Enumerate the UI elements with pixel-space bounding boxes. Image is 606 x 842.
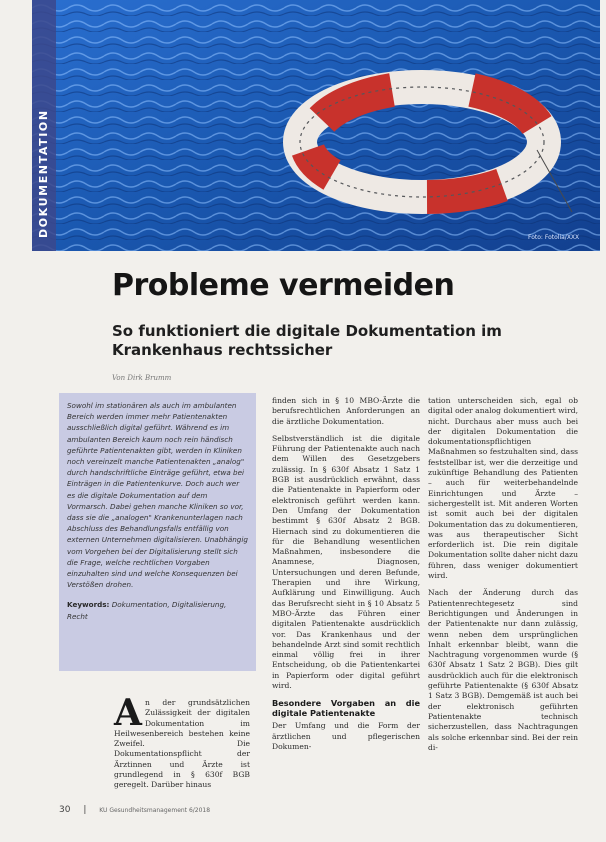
column-3 [428, 396, 578, 760]
article-title: Probleme vermeiden [112, 268, 455, 303]
photo-credit: Foto: Fotolia/XXX [528, 234, 580, 241]
column-3-paragraph-2: Nach der Änderung durch das Patientenrechtegesetz sind Berichtigungen und Änderungen in der Patientenakte nur dann zulässig, wenn neben dem ursprünglichen Inhalt erkennbar bleibt, wann die Nachtragung vorgenommen wurde (§ 630f Absatz 1 Satz 2 BGB). Dies gilt ausdrücklich auch für die elektronisch geführte Patientenakte (§ 630f Absatz 1 Satz 3 BGB). Demgemäß ist auch bei der elektronisch geführten Patientenakte technisch sicherzustellen, dass Nachtragungen als solche erkennbar sind. Bei der rein di- [428, 588, 578, 752]
keywords-value: Dokumentation, Digitalisierung, Recht [67, 600, 227, 621]
column-3-paragraph-1: tation unterscheiden sich, egal ob digital oder analog dokumentiert wird, nicht. Durchaus aber muss auch bei der digitalen Dokumentation die dokumentationspflichtigen Maßnahmen so festzuhalten sind, dass feststellbar ist, wer die derzeitige und zukünftige Behandlung des Patienten – auch für weiterbehandelnde Einrichtungen und Ärzte – sichergestellt ist. Mit anderen Worten ist somit auch bei der digitalen Dokumentation das zu dokumentieren, was aus therapeutischer Sicht erforderlich ist. Die rein digitale Dokumentation sollte daher nicht dazu führen, dass weniger dokumentiert wird. [428, 396, 578, 581]
abstract-text: Sowohl im stationären als auch im ambulanten Bereich werden immer mehr Patientenakten ausschließlich digital geführt. Während es im ambulanten Bereich kaum noch rein händisch geführte Patientenakten gibt, werden in Kliniken noch vereinzelt manche Patientenakten „analog" durch handschriftliche Einträge geführt, etwa bei Einträgen in die Patientenkurve. Doch auch wer es die digitale Dokumentation auf dem Vormarsch. Dabei gehen manche Kliniken so vor, dass sie die „analogen" Krankenunterlagen nach Abschluss des Behandlungsfalls entfällig von externen Unternehmen digitalisieren. Unabhängig vom Vorgehen bei der Digitalisierung stellt sich die Frage, welche rechtlichen Vorgaben einzuhalten sind und welche Konsequenzen bei Verstößen drohen. [67, 401, 248, 590]
abstract-box [59, 393, 256, 671]
hero-image [32, 0, 600, 251]
page-footer [59, 805, 210, 815]
article-subtitle: So funktioniert die digitale Dokumentation im Krankenhaus rechtssicher [112, 322, 502, 359]
page-number: 30 [59, 805, 71, 815]
column-2-paragraph-2: Selbstverständlich ist die digitale Führung der Patientenakte auch nach dem Willen des Gesetzgebers zulässig. In § 630f Absatz 1 Satz 1 BGB ist ausdrücklich erwähnt, dass die Patientenakte in Papierform oder elektronisch geführt werden kann. Den Umfang der Dokumentation bestimmt § 630f Absatz 2 BGB. Hiernach sind zu dokumentieren die für die Behandlung wesentlichen Maßnahmen, insbesondere die Anamnese, Diagnosen, Untersuchungen und deren Befunde, Therapien und ihre Wirkung, Aufklärung und Einwilligung. Auch das Berufsrecht sieht in § 10 Absatz 5 MBO-Ärzte das Führen einer digitalen Patientenakte ausdrücklich vor. Das Krankenhaus und der behandelnde Arzt sind somit rechtlich einmal völlig frei in ihrer Entscheidung, ob die Patientenkartei in Papierform oder digital geführt wird. [272, 433, 420, 691]
column-2-paragraph-3: Der Umfang und die Form der ärztlichen und pflegerischen Dokumen- [272, 721, 420, 751]
lifebuoy-pool-photo [32, 0, 600, 251]
column-1-text: n der grundsätzlichen Zulässigkeit der digitalen Dokumentation im Heilwesenbereich bestehen keine Zweifel. Die Dokumentationspflicht der Ärztinnen und Ärzte ist grundlegend in § 630f BGB geregelt. Darüber hinaus [114, 698, 250, 790]
column-1 [114, 692, 250, 791]
section-label [32, 214, 56, 238]
drop-cap: A [114, 692, 142, 734]
author-line: Von Dirk Brumm [112, 374, 172, 382]
column-2 [272, 396, 420, 759]
column-2-paragraph-1: finden sich in § 10 MBO-Ärzte die berufsrechtlichen Anforderungen an die ärztliche Dokumentation. [272, 396, 420, 426]
keywords-label: Keywords: [67, 600, 110, 610]
footer-separator: | [83, 805, 87, 815]
section-heading: Besondere Vorgaben an die digitale Patientenakte [272, 698, 420, 719]
keywords [67, 599, 248, 621]
publication-name: KU Gesundheitsmanagement 6/2018 [99, 807, 211, 814]
